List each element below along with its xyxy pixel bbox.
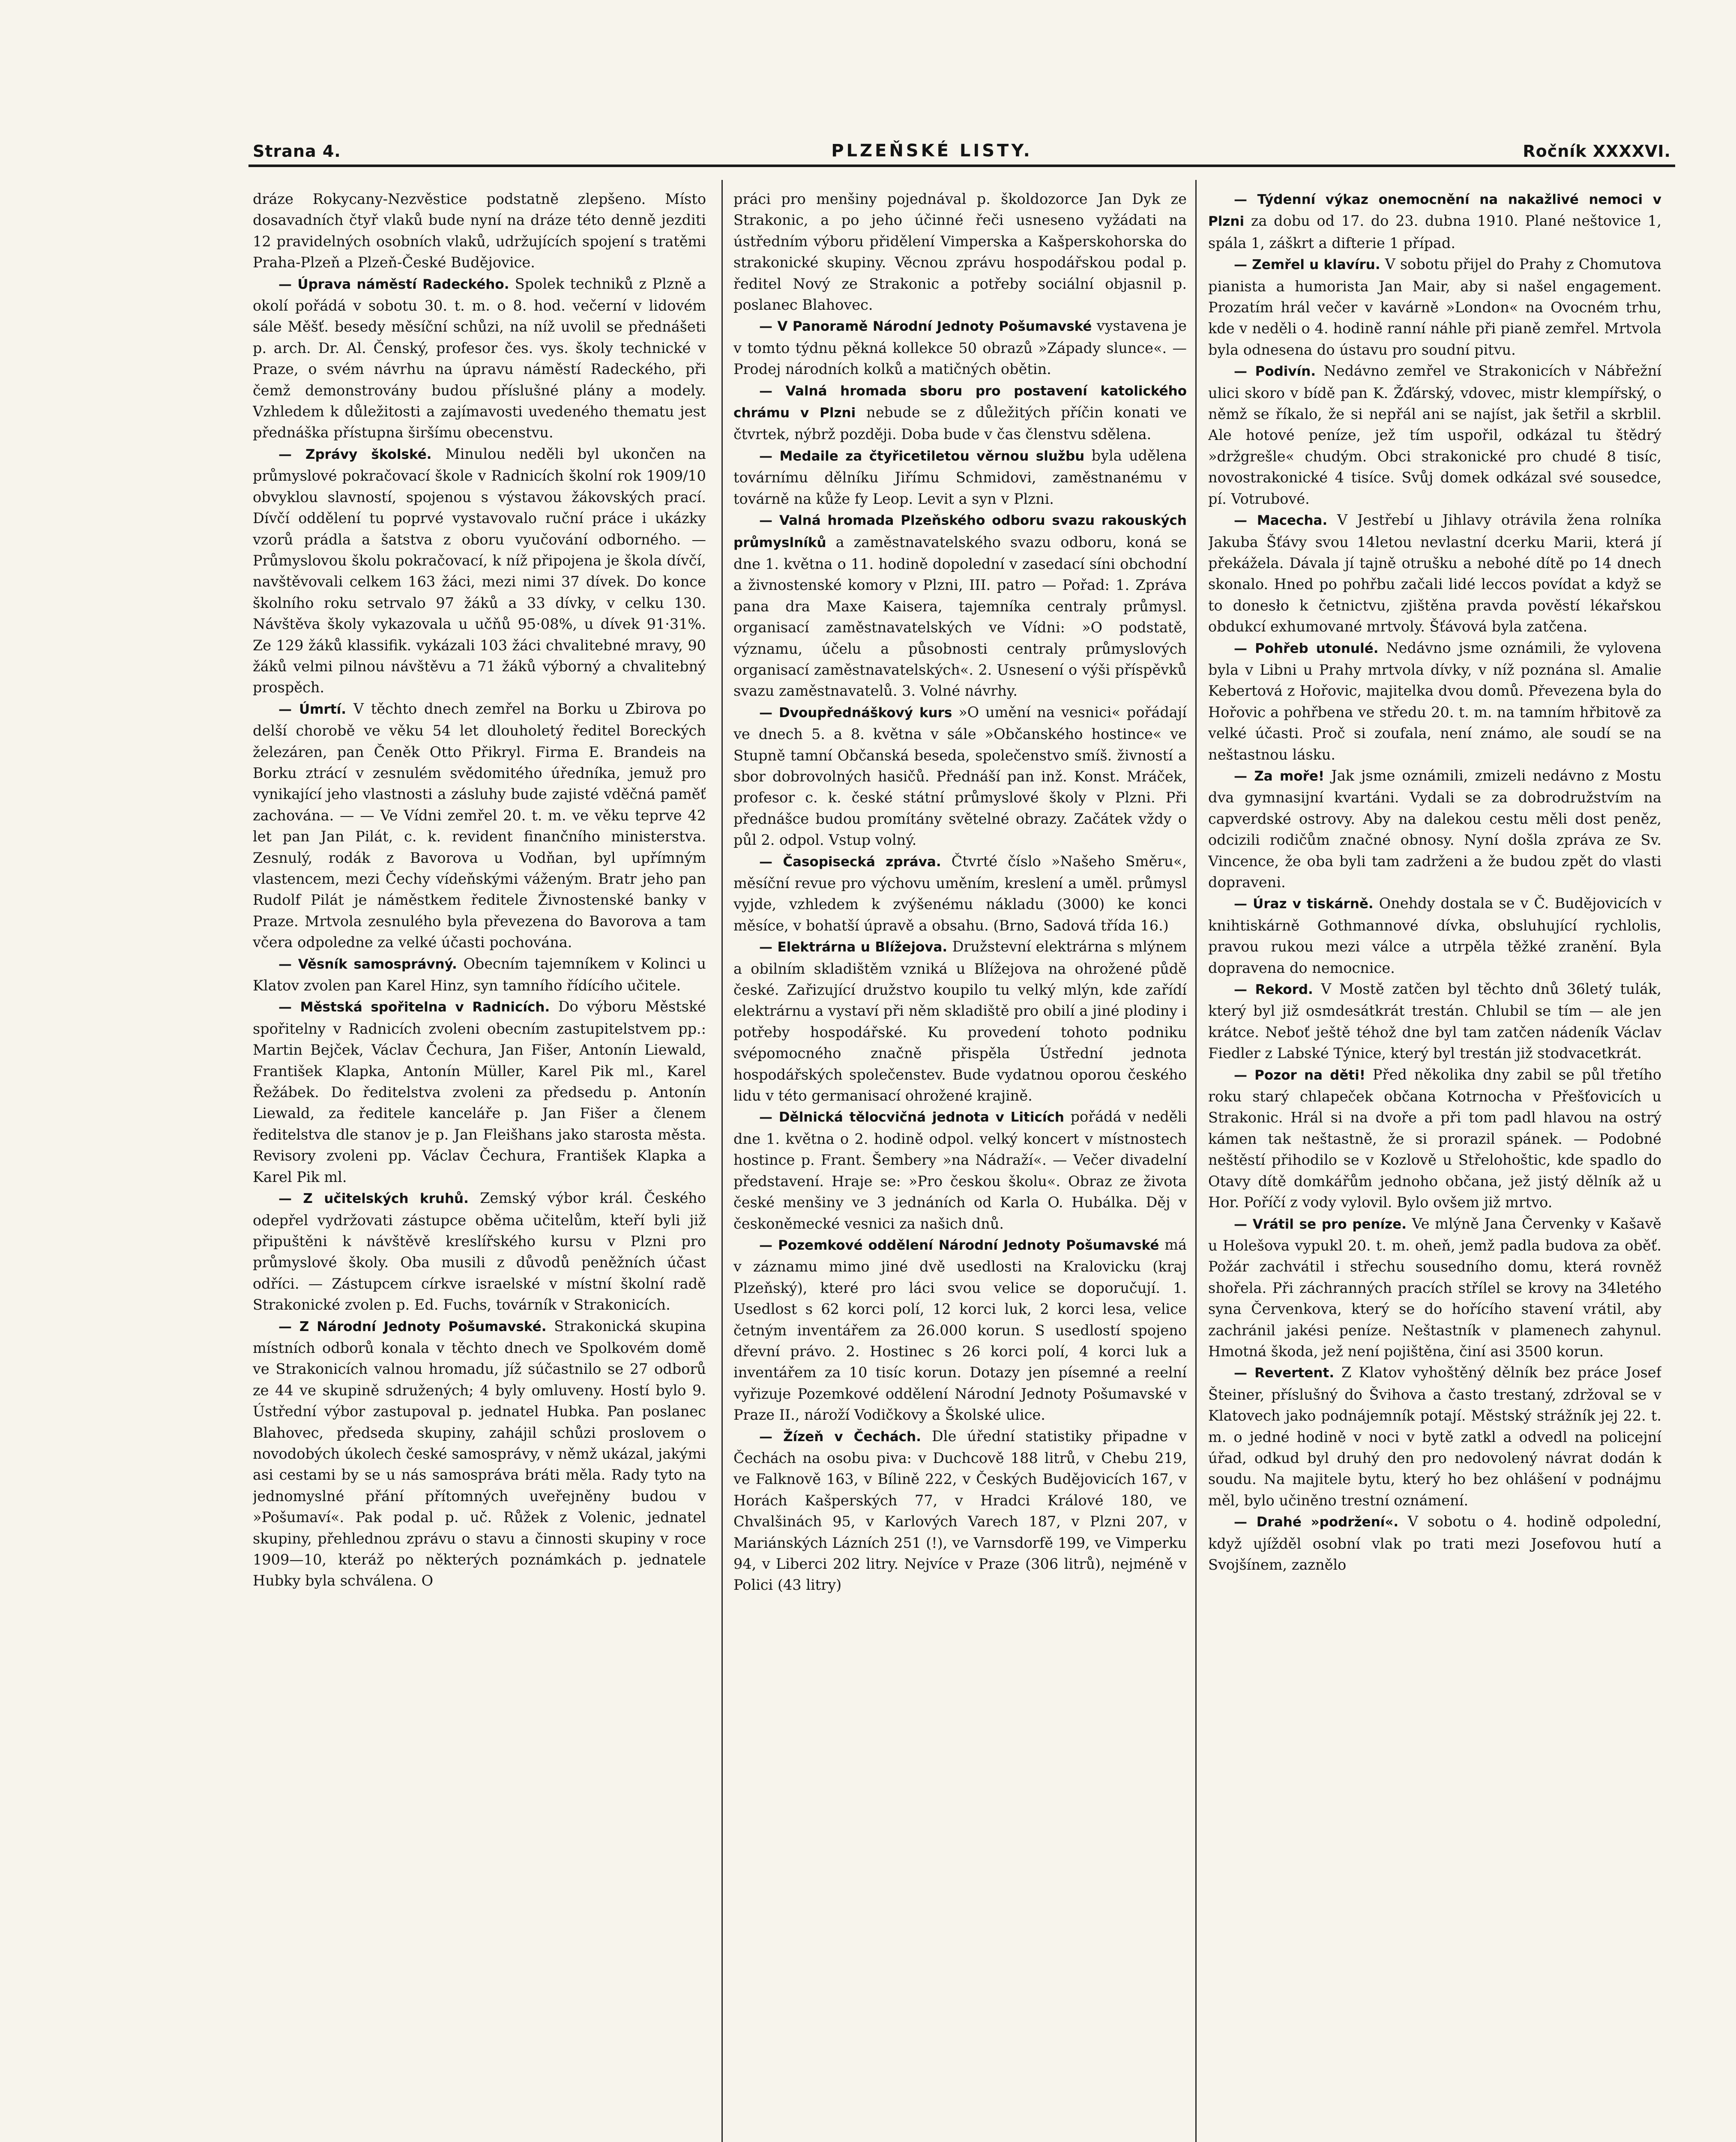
article-text: Ve mlýně Jana Červenky v Kašavě u Holešova vypukl 20. t. m. oheň, jemž padla budova za oběť. Požár zachvátil i střechu sousedního domu, která rovněž shořela. Při záchranných pracích střílel se krovy na 34letého syna Červenkova, který se do hořícího stavení vrátil, aby zachránil jakési peníze. Neštastník v plamenech zahynul. Hmotná škoda, jež není pojištěna, činí asi 3500 korun. [1208, 1215, 1661, 1360]
article-text: Spolek techniků z Plzně a okolí pořádá v sobotu 30. t. m. o 8. hod. večerní v lidovém sále Měšť. besedy měsíční schůzi, na níž uvolil se přednášeti p. arch. Dr. Al. Čenský, profesor čes. vys. školy technické v Praze, o svém návrhu na úpravu náměstí Radeckého, při čemž demonstrovány budou příslušné plány a modely. Vzhledem k důležitosti a zajímavosti uvedeného thematu jest přednáška přístupna širšímu obecenstvu. [253, 275, 706, 441]
article-text: nebude se z důležitých příčin konati ve čtvrtek, nýbrž později. Doba bude v čas členstvu sdělena. [733, 404, 1187, 443]
article [1208, 1511, 1661, 1575]
column-right [1208, 188, 1661, 2142]
article [1208, 893, 1661, 978]
article [253, 698, 706, 953]
article-heading: — Úmrtí. [278, 701, 346, 717]
article [1208, 1362, 1661, 1511]
article [253, 273, 706, 443]
article-text: Čtvrté číslo »Našeho Směru«, měsíční revue pro výchovu uměním, kreslení a uměl. průmysl vyjde, vzhledem k zvýšenému nákladu (3000) ke konci měsíce, v bohatší úpravě a obsahu. (Brno, Sadová třída 16.) [733, 853, 1187, 934]
article-heading: — V Panoramě Národní Jednoty Pošumavské [759, 319, 1092, 335]
article [733, 1106, 1187, 1234]
article-heading: — Elektrárna u Blížejova. [759, 939, 948, 955]
article [253, 953, 706, 996]
article-heading: — Rekord. [1234, 982, 1313, 998]
article [1208, 978, 1661, 1064]
article-text: Do výboru Městské spořitelny v Radnicích zvoleni obecním zastupitelstvem pp.: Martin Bejček, Václav Čechura, Jan Fišer, Antonín Liewald, František Klapka, Antonín Müller, Karel Pik ml., Karel Řežábek. Do ředitelstva zvoleni za předsedu p. Antonín Liewald, za ředitele kanceláře p. Jan Fišer a členem ředitelstva dle stanov je p. Jan Fleišhans jako starosta města. Revisory zvoleni pp. Václav Čechura, František Klapka a Karel Pik ml. [253, 998, 706, 1185]
article-text: Minulou neděli byl ukončen na průmyslové pokračovací škole v Radnicích školní rok 1909/10 obvyklou slavností, spojenou s výstavou žákovských prací. Dívčí oddělení tu poprvé vystavovalo ruční práce i ukázky vzorů prádla a šatstva z oboru vyučování odborného. — Průmyslovou školu pokračovací, k níž připojena je škola dívčí, navštěvovali celkem 163 žáci, mezi nimi 37 dívek. Do konce školního roku setrvalo 97 žáků a 33 dívky, v celku 130. Návštěva školy vykazovala u učňů 95·08%, u dívek 91·31%. Ze 129 žáků klassifik. vykázali 103 žáci chvalitebné mravy, 90 žáků velmi pilnou návštěvu a 71 žáků výborný a chvalitebný prospěch. [253, 445, 706, 696]
article-heading: — Z učitelských kruhů. [278, 1191, 469, 1207]
article-heading: — Věsník samosprávný. [278, 956, 457, 972]
article-text: za dobu od 17. do 23. dubna 1910. Plané neštovice 1, spála 1, záškrt a difterie 1 případ. [1208, 212, 1661, 251]
header-rule [248, 165, 1675, 167]
article-heading: — Týdenní výkaz onemocnění na nakažlivé nemoci v Plzni [1208, 192, 1661, 230]
article-heading: — Zemřel u klavíru. [1234, 257, 1380, 273]
article [733, 380, 1187, 445]
article [733, 509, 1187, 702]
article [1208, 1213, 1661, 1362]
article [1208, 1064, 1661, 1213]
article-text: Strakonická skupina místních odborů konala v těchto dnech ve Spolkovém domě ve Strakonicích valnou hromadu, jíž súčastnilo se 27 odborů ze 44 ve skupině sdružených; 4 byly omluveny. Hostí bylo 9. Ústřední výbor zastupoval p. jednatel Hubka. Pan poslanec Blahovec, předseda skupiny, zahájil schůzi proslovem o novodobých úkolech české samosprávy, v němž ukázal, jakými asi cestami by se u nás samosprávа bráti měla. Rady tyto na jednomyslné přání přítomných uveřejněny budou v »Pošumaví«. Pak podal p. uč. Růžek z Volenic, jednatel skupiny, přehlednou zprávu o stavu a činnosti skupiny v roce 1909—10, kteráž po některých poznámkách p. jednatele Hubky byla schválena. O [253, 1317, 706, 1589]
column-left [253, 188, 706, 2142]
article [1208, 637, 1661, 765]
article-heading: — Úraz v tiskárně. [1234, 896, 1374, 912]
article-text: a zaměstnavatelského svazu odboru, koná se dne 1. května o 11. hodině dopolední v zasedací síni obchodní a živnostenské komory v Plzni, III. patro — Pořad: 1. Zpráva pana dra Maxe Kaisera, tajemníka centraly průmysl. organisací zaměstnavatelských ve Vídni: »O podstatě, významu, účelu a působnosti centraly průmyslových organisací zaměstnavatelských«. 2. Usnesení o výši příspěvků svazu zaměstnavatelů. 3. Volné návrhy. [733, 533, 1187, 700]
article [253, 1316, 706, 1592]
article [1208, 188, 1661, 254]
article-heading: — Dvoupřednáškový kurs [759, 705, 952, 721]
article-heading: — Dělnická tělocvičná jednota v Liticích [759, 1110, 1064, 1125]
article-heading: — Pozemkové oddělení Národní Jednoty Pošumavské [759, 1237, 1159, 1253]
article-heading: — Časopisecká zpráva. [759, 854, 941, 870]
article-heading: — Městská spořitelna v Radnicích. [278, 999, 550, 1015]
article [733, 1426, 1187, 1596]
article [253, 443, 706, 698]
article [733, 1234, 1187, 1426]
article-heading: — Revertent. [1234, 1365, 1335, 1381]
article [1208, 765, 1661, 893]
article [733, 315, 1187, 380]
article [733, 936, 1187, 1106]
article-heading: — Pohřeb utonulé. [1234, 640, 1379, 656]
article [733, 445, 1187, 509]
article-heading: — Medaile za čtyřicetiletou věrnou službu [759, 448, 1085, 464]
article-text: dráze Rokycany-Nezvěstice podstatně zlepšeno. Místo dosavadních čtyř vlaků bude nyní na dráze této denně jezditi 12 pravidelných osobních vlaků, udržujících spojení s tratěmi Praha-Plzeň a Plzeň-České Budějovice. [253, 191, 706, 271]
article-heading: — Valná hromada sboru pro postavení katolického chrámu v Plzni [733, 383, 1187, 421]
masthead-title: PLZEŇSKÉ LISTY. [831, 141, 1033, 161]
article-text: Před několika dny zabil se půl třetího roku starý chlapeček občana Kotrnocha v Přešťovicích u Strakonic. Hrál si na dvoře a při tom padl hlavou na ostrý kámen tak neštastně, že si prorazil spánek. — Podobné neštěstí přihodilo se v Kozlově u Střelohoštic, kde spadlo do Otavy dítě domkářům jednoho občana, jež jistý dělník až u Hor. Poříčí z vody vylovil. Bylo ovšem již mrtvo. [1208, 1066, 1661, 1211]
article-text: V sobotu přijel do Prahy z Chomutova pianista a humorista Jan Mair, aby si našel engagement. Prozatím hrál večer v kavárně »London« na Ovocném trhu, kde v neděli o 4. hodině ranní náhle při pianě zemřel. Mrtvola byla odnesena do ústavu pro soudní pitvu. [1208, 256, 1661, 358]
column-middle [733, 188, 1187, 2142]
article-heading: — Podivín. [1234, 364, 1316, 380]
article-text: Obecním tajemníkem v Kolinci u Klatov zvolen pan Karel Hinz, syn tamního řídícího učitele. [253, 955, 706, 994]
article [733, 188, 1187, 315]
article [253, 1188, 706, 1315]
article-heading: — Macecha. [1234, 513, 1328, 529]
article-heading: — Za moře! [1234, 768, 1325, 784]
article-heading: — Drahé »podržení«. [1234, 1514, 1399, 1530]
article-text: »O umění na vesnici« pořádají ve dnech 5. a 8. května v sále »Občanského hostince« ve Stupně tamní Občanská beseda, společenstvo smíš. živností a sbor dobrovolných hasičů. Přednáší pan inž. Konst. Mráček, profesor c. k. české státní průmyslové školy v Plzni. Při přednášce budou promítány světelné obrazy. Začátek vždy o půl 2. odpol. Vstup volný. [733, 703, 1187, 849]
article-text: Nedávno zemřel ve Strakonicích v Nábřežní ulici skoro v bídě pan K. Žďárský, vdovec, mistr klempířský, o němž se říkalo, že si nepřál ani se najíst, jak šetřil a skrblil. Ale hotové peníze, jež tím uspořil, odkázal tu štědrý »držgrešle« chudým. Obci strakonické pro chudé 8 tisíc, novostrakonické 4 tisíce. Svůj domek odkázal své sousedce, pí. Votrubové. [1208, 362, 1661, 507]
volume-number: Ročník XXXXVI. [1523, 142, 1671, 161]
article-text: Zemský výbor král. Českého odepřel vydržovati zástupce oběma učitelům, kteří byli již připuštěni k návštěvě kreslířského kursu v Plzni pro průmyslové školy. Oba musili z důvodů peněžních účast odříci. — Zástupcem církve israelské v místní školní radě Strakonické zvolen p. Ed. Fuchs, továrník v Strakonicích. [253, 1190, 706, 1313]
article-text: Družstevní elektrárna s mlýnem a obilním skladištěm vzniká u Blížejova na ohrožené půdě české. Zařizující družstvo koupilo tu velký mlýn, kde zařídí elektrárnu a vystaví při něm skladiště pro obilí a jiné plodiny i potřeby hospodářské. Ku provedení tohoto podniku svépomocného značně přispěla Ústřední jednota hospodářských společenstev. Bude vydatnou oporou českého lidu v této germanisací ohrožené krajině. [733, 938, 1187, 1104]
article [1208, 254, 1661, 360]
article-heading: — Valná hromada Plzeňského odboru svazu rakouských průmyslníků [733, 513, 1187, 550]
article-text: Nedávno jsme oznámili, že vylovena byla v Libni u Prahy mrtvola dívky, v níž poznána sl. Amalie Kebertová z Hořovic, majitelka dvou domů. Převezena byla do Hořovic a pohřbena ve středu 20. t. m. na tamním hřbitově za velké účasti. Proč si zoufala, není známo, ale soudí se na neštastnou lásku. [1208, 639, 1661, 763]
column-divider [1195, 180, 1197, 2142]
column-divider [721, 180, 723, 2142]
article-text: Dle úřední statistiky připadne v Čechách na osobu piva: v Duchcově 188 litrů, v Chebu 219, ve Falknově 163, v Bílině 222, v Českých Budějovicích 167, v Horách Kašperských 77, v Hradci Králové 180, ve Chvalšinách 95, v Karlových Varech 187, v Plzni 207, v Mariánských Lázních 251 (!), ve Varnsdorfě 199, ve Vimperku 94, v Liberci 202 litry. Nejvíce v Praze (306 litrů), nejméně v Polici (43 litry) [733, 1427, 1187, 1594]
article [733, 851, 1187, 936]
article-text: vystavena je v tomto týdnu pěkná kollekce 50 obrazů »Západy slunce«. — Prodej národních kolků a matičných obětin. [733, 317, 1187, 378]
article-text: V sobotu o 4. hodině odpolední, když ujížděl osobní vlak po trati mezi Josefovou hutí a Svojšínem, zaznělo [1208, 1513, 1661, 1573]
article-text: byla udělena továrnímu dělníku Jiřímu Schmidovi, zaměstnanému v továrně na kůže fy Leop. Levit a syn v Plzni. [733, 447, 1187, 507]
article-heading: — Zprávy školské. [278, 446, 432, 462]
article-heading: — Vrátil se pro peníze. [1234, 1216, 1407, 1232]
article-text: pořádá v neděli dne 1. května o 2. hodině odpol. velký koncert v místnostech hostince p. Frant. Šembery »na Nádraží«. — Večer divadelní představení. Hraje se: »Pro českou školu«. Obraz ze života české menšiny ve 3 jednáních od Karla O. Hubálka. Děj v českoněmecké vesnici za našich dnů. [733, 1108, 1187, 1232]
article [1208, 509, 1661, 637]
article-text: Onehdy dostala se v Č. Budějovicích v knihtiskárně Gothmannové dívka, obsluhující rychlolis, pravou rukou mezi válce a utrpěla těžké zranění. Byla dopravena do nemocnice. [1208, 895, 1661, 976]
article [253, 996, 706, 1188]
article [733, 702, 1187, 851]
article-heading: — Úprava náměstí Radeckého. [278, 276, 509, 292]
article-heading: — Pozor na děti! [1234, 1067, 1365, 1083]
article-text: V Jestřebí u Jihlavy otrávila žena rolníka Jakuba Šťávy svou 14letou nevlastní dcerku Marii, která jí překážela. Dávala jí tajně otrušku a nebohé dítě po 14 dnech skonalo. Hned po pohřbu začali lidé leccos povídat a když se to donesło k četnictvu, zjištěna pravda pověstí lékařskou obdukcí exhumované mrtvoly. Šťávová byla zatčena. [1208, 512, 1661, 635]
article-text: V Mostě zatčen byl těchto dnů 36letý tulák, který byl již osmdesátkrát trestán. Chlubil se tím — ale jen krátce. Neboť ještě téhož dne byl tam zatčen nádeník Václav Fiedler z Labské Týnice, který byl trestán již stodvacetkrát. [1208, 981, 1661, 1062]
article-text: V těchto dnech zemřel na Borku u Zbirova po delší chorobě ve věku 54 let dlouholetý ředitel Boreckých železáren, pan Čeněk Otto Přikryl. Firma E. Brandeis na Borku ztrácí v zesnulém svědomitého úředníka, jemuž pro vynikající jeho vlastnosti a zásluhy bude zajisté vděčná paměť zachována. — — Ve Vídni zemřel 20. t. m. ve věku teprve 42 let pan Jan Pilát, c. k. revident finančního ministerstva. Zesnulý, rodák z Bavorova u Vodňan, byl upřímným vlastencem, mezi Čechy vídeňskými váženým. Bratr jeho pan Rudolf Pilát je náměstkem ředitele Živnostenské banky v Praze. Mrtvola zesnulého byla převezena do Bavorova a tam včera odpoledne za velké účasti pochována. [253, 700, 706, 951]
article-text: má v záznamu mimo jiné dvě usedlosti na Kralovicku (kraj Plzeňský), které pro láci svou velice se doporučují. 1. Usedlost s 62 korci polí, 12 korci luk, 2 korci lesa, velice četným inventářem za 26.000 korun. S usedlostí spojeno dřevní právo. 2. Hostinec s 26 korci polí, 4 korci luk a inventářem za 10 tisíc korun. Dotazy jen písemné a reelní vyřizuje Pozemkové oddělení Národní Jednoty Pošumavské v Praze II., nároží Vodičkovy a Školské ulice. [733, 1236, 1187, 1424]
article-heading: — Z Národní Jednoty Pošumavské. [278, 1319, 547, 1334]
article-heading: — Žízeň v Čechách. [759, 1429, 922, 1445]
article-text: Z Klatov vyhoštěný dělník bez práce Josef Šteiner, příslušný do Švihova a často trestaný, zdržoval se v Klatovech jako podnájemník potají. Městský strážník jej 22. t. m. o jedné hodině v noci v bytě zatkl a odvedl na policejní úřad, odkud byl druhý den pro nedovolený návrat dodán k soudu. Na majitele bytu, který ho bez ohlášení v podnájmu měl, bylo učiněno trestní oznámení. [1208, 1364, 1661, 1509]
page-number: Strana 4. [253, 142, 341, 161]
page-header [253, 126, 1671, 161]
article [1208, 360, 1661, 509]
article [253, 188, 706, 273]
article-text: práci pro menšiny pojednával p. školdozorce Jan Dyk ze Strakonic, a po jeho účinné řeči usneseno vyžádati na ústředním výboru přidělení Vimperska a Kašperskohorska do strakonické skupiny. Věcnou zprávu hospodářskou podal p. ředitel Nový ze Strakonic a potřeby sociální objasnil p. poslanec Blahovec. [733, 191, 1187, 314]
article-text: Jak jsme oznámili, zmizeli nedávno z Mostu dva gymnasijní kvartáni. Vydali se za dobrodružstvím na capverdské ostrovy. Aby na dalekou cestu měli dost peněz, odcizili rodičům značné obnosy. Nyní došla zpráva ze Sv. Vincence, že oba byli tam zadrženi a že budou zpět do vlasti dopraveni. [1208, 767, 1661, 891]
